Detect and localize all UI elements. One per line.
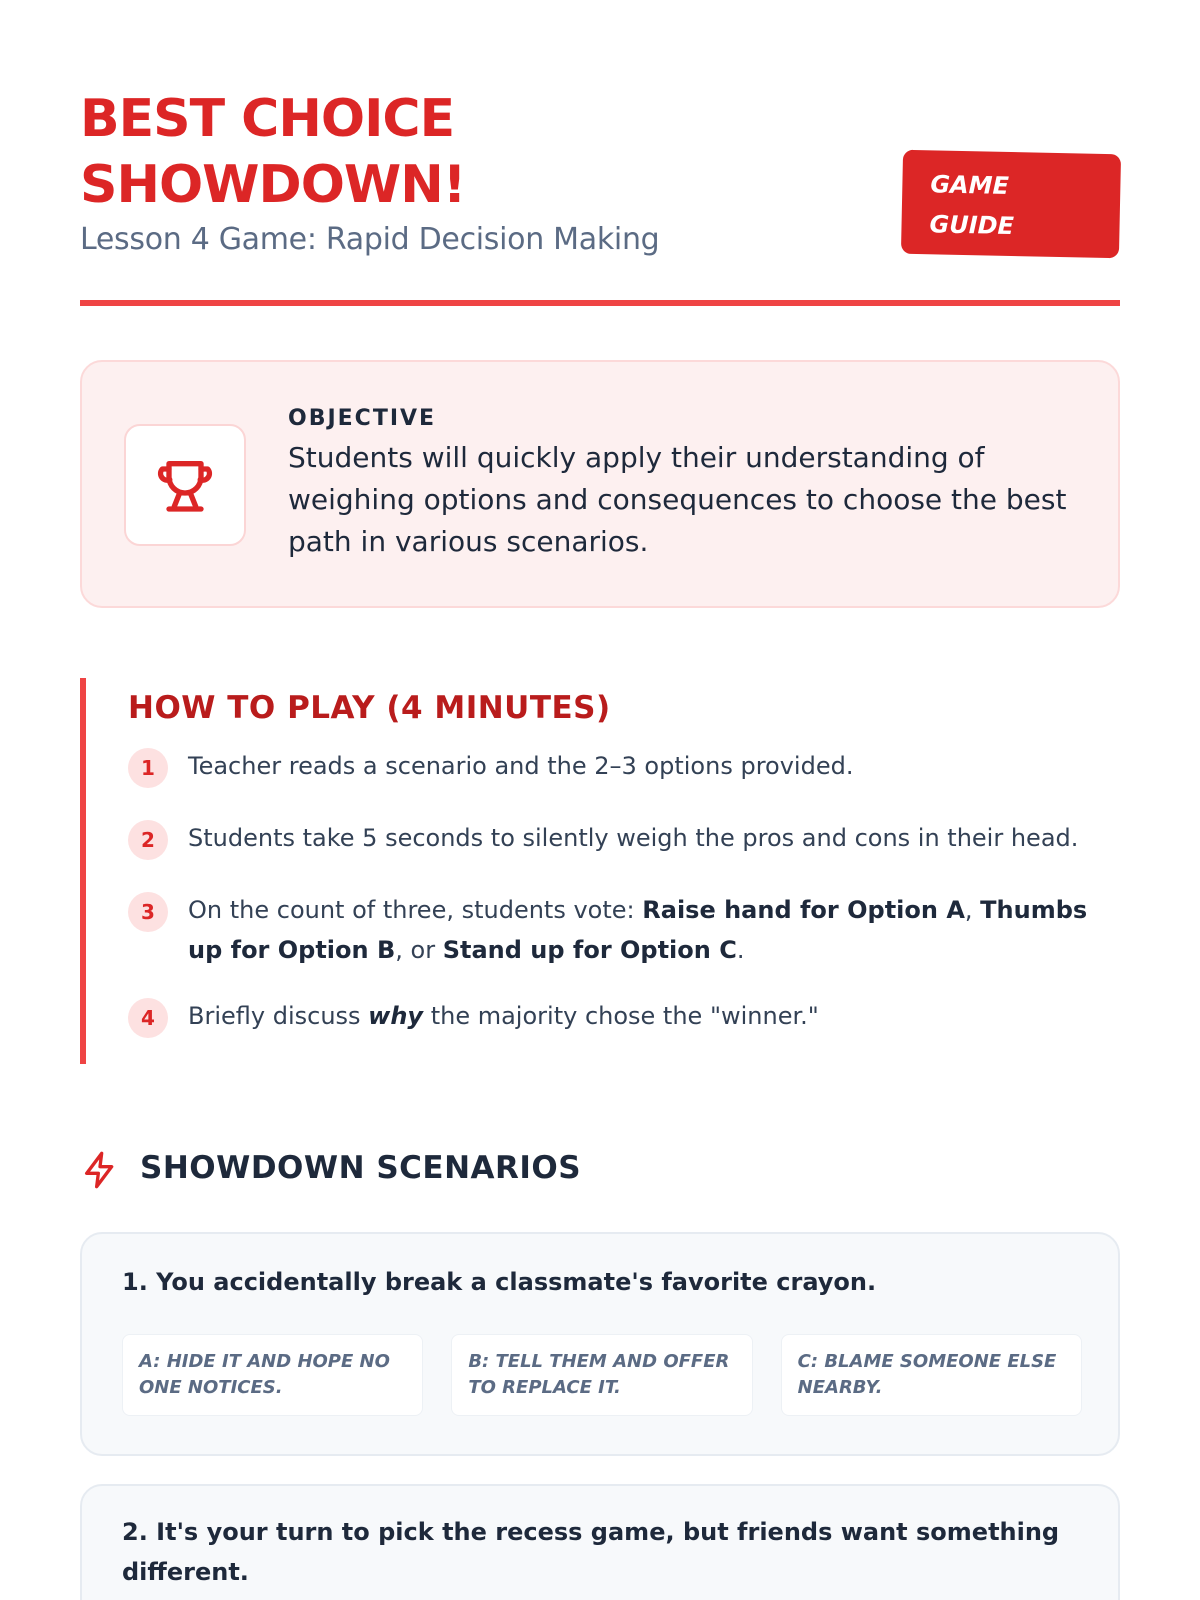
step-item [128, 818, 1108, 862]
step-text [188, 996, 1108, 1036]
scenarios-title: SHOWDOWN SCENARIOS [140, 1150, 582, 1186]
scenario-options [122, 1334, 1082, 1416]
scenario-question: 2. It's your turn to pick the recess game, but friends want something different. [122, 1518, 1060, 1586]
title-line-1: BEST CHOICE [80, 89, 455, 149]
title-line-2: SHOWDOWN! [80, 155, 466, 215]
step-text-part: , [964, 896, 981, 924]
scenarios-header [80, 1146, 1120, 1194]
option-b[interactable]: B: TELL THEM AND OFFER TO REPLACE IT. [451, 1334, 752, 1416]
header-divider [80, 300, 1120, 306]
scenario-card [80, 1484, 1120, 1600]
scenario-card [80, 1232, 1120, 1456]
lightning-icon [80, 1150, 120, 1194]
badge-line-2: GUIDE [929, 210, 1015, 241]
step-text-part: Briefly discuss [188, 1002, 369, 1030]
step-text-part: . [736, 936, 745, 964]
emphasis-why: why [368, 1002, 424, 1030]
scenario-question: 1. You accidentally break a classmate's favorite crayon. [122, 1268, 877, 1296]
step-number: 4 [128, 998, 168, 1038]
step-item [128, 890, 1108, 974]
step-item [128, 746, 1108, 790]
step-item [128, 996, 1108, 1040]
page-header [80, 86, 1120, 306]
page-subtitle: Lesson 4 Game: Rapid Decision Making [80, 222, 660, 257]
option-c[interactable]: C: BLAME SOMEONE ELSE NEARBY. [781, 1334, 1082, 1416]
trophy-icon [124, 424, 246, 546]
objective-text: Students will quickly apply their understanding of weighing options and consequences to choose the best path in various scenarios. [288, 441, 1067, 558]
step-text-part: the majority chose the "winner." [423, 1002, 819, 1030]
game-guide-badge [901, 150, 1121, 259]
how-to-play-section [80, 678, 1120, 1064]
step-text: Students take 5 seconds to silently weigh the pros and cons in their head. [188, 824, 1079, 852]
page-title [80, 86, 780, 218]
badge-line-1: GAME [930, 170, 1010, 200]
step-text-part: , or [395, 936, 443, 964]
option-a[interactable]: A: HIDE IT AND HOPE NO ONE NOTICES. [122, 1334, 423, 1416]
step-number: 3 [128, 892, 168, 932]
objective-card [80, 360, 1120, 608]
step-text [188, 890, 1108, 970]
vote-option-a: Raise hand for Option A [642, 896, 965, 924]
how-to-play-title: HOW TO PLAY (4 MINUTES) [128, 690, 611, 726]
objective-label: OBJECTIVE [288, 406, 437, 431]
step-number: 1 [128, 748, 168, 788]
vote-option-c: Stand up for Option C [442, 936, 737, 964]
step-text: Teacher reads a scenario and the 2–3 options provided. [188, 752, 854, 780]
vote-option-b: Thumbs up for Option B [188, 896, 1088, 964]
step-text-part: On the count of three, students vote: [188, 896, 643, 924]
step-number: 2 [128, 820, 168, 860]
